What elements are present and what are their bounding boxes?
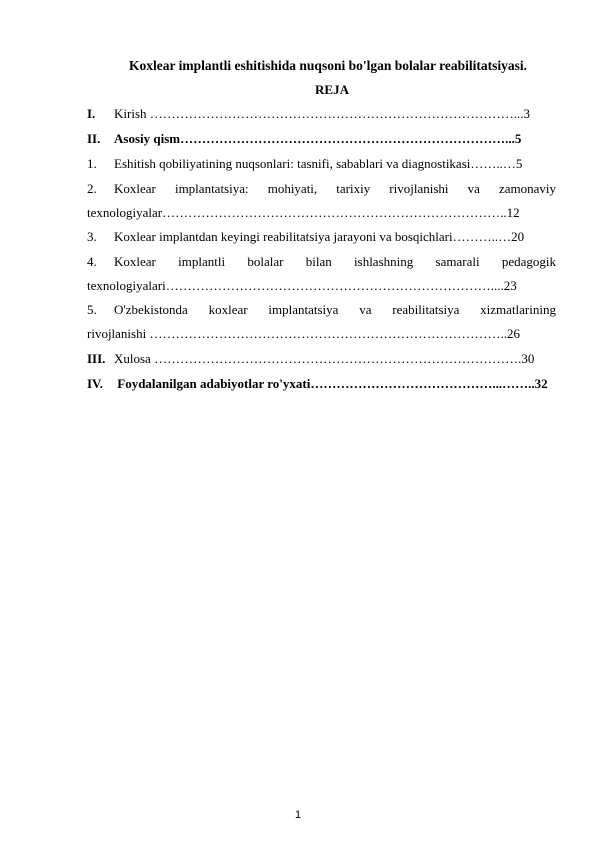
toc-entry-1 <box>87 156 556 172</box>
plan-heading: REJA <box>315 82 349 97</box>
toc-text: texnologiyalar……………………………………………………………………..12 <box>87 205 520 220</box>
toc-entry-kirish <box>87 106 556 122</box>
toc-entry-5-line1 <box>87 302 556 318</box>
toc-entry-3 <box>87 229 556 245</box>
document-title: Koxlear implantli eshitishida nuqsoni bo'lgan bolalar reabilitatsiyasi. <box>129 58 527 73</box>
toc-text: Koxlear implantli bolalar bilan ishlashning samarali pedagogik <box>114 254 556 269</box>
toc-entry-2-line1 <box>87 181 556 197</box>
page-number: 1 <box>294 809 302 821</box>
toc-number: 1. <box>87 156 97 171</box>
toc-number: 3. <box>87 229 97 244</box>
toc-number: 5. <box>87 302 97 317</box>
toc-number: 4. <box>87 254 97 269</box>
toc-entry-2-line2 <box>87 205 556 221</box>
toc-text: O'zbekistonda koxlear implantatsiya va reabilitatsiya xizmatlarining <box>114 302 556 317</box>
toc-text: rivojlanishi ………………………………………………………………………..26 <box>87 326 520 341</box>
toc-text: Koxlear implantatsiya: mohiyati, tarixiy rivojlanishi va zamonaviy <box>114 181 556 196</box>
toc-number: IV. <box>87 376 104 391</box>
toc-number: I. <box>87 106 96 121</box>
toc-number: II. <box>87 131 101 146</box>
toc-text: Asosiy qism…………………………………………………………………...5 <box>114 131 522 146</box>
toc-number: 2. <box>87 181 97 196</box>
toc-text: texnologiyalari…………………………………………………………………....23 <box>87 278 517 293</box>
toc-entry-adabiyotlar <box>87 376 556 392</box>
toc-text: Eshitish qobiliyatining nuqsonlari: tasnifi, sabablari va diagnostikasi……..…5 <box>114 156 523 171</box>
toc-text: Xulosa ………………………………………………………………………….30 <box>114 351 535 366</box>
toc-entry-asosiy-qism <box>87 131 556 147</box>
toc-number: III. <box>87 351 106 366</box>
toc-text: Kirish …………………………………………………………………………...3 <box>114 106 530 121</box>
toc-entry-4-line2 <box>87 278 556 294</box>
toc-entry-xulosa <box>87 351 556 367</box>
toc-text: Koxlear implantdan keyingi reabilitatsiya jarayoni va bosqichlari………..…20 <box>114 229 525 244</box>
toc-text: Foydalanilgan adabiyotlar ro'yxati……………………………………...……..32 <box>114 376 548 391</box>
toc-entry-5-line2 <box>87 326 556 342</box>
toc-entry-4-line1 <box>87 254 556 270</box>
